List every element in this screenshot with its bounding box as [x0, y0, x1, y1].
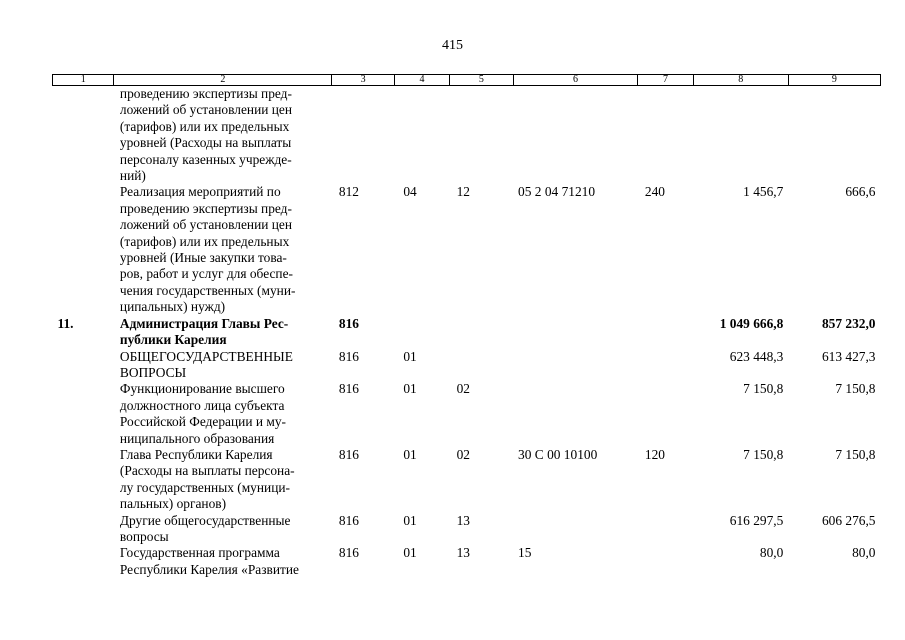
row-number [53, 86, 114, 185]
table-row [53, 545, 881, 578]
section-code: 01 [403, 381, 417, 397]
subsection-code [450, 86, 513, 185]
row-number [53, 381, 114, 447]
header-cell-7: 7 [638, 75, 693, 86]
table-row [53, 381, 881, 447]
section-code: 01 [403, 348, 417, 364]
row-number [53, 184, 114, 315]
table-body [53, 86, 881, 579]
page-number: 415 [442, 38, 463, 53]
amount-col8: 7 150,8 [743, 446, 784, 462]
budget-table [52, 74, 881, 578]
header-cell-8: 8 [693, 75, 788, 86]
expense-type [638, 316, 693, 349]
row-name: Реализация мероприятий по проведению экспертизы пред- ложений об установлении цен (тарифов) или их предельных уровней (Иные закупки това- ров, работ и услуг для обеспе- чения государственных (муни- ципальных) нужд) [119, 184, 296, 315]
target-article: 15 [518, 545, 532, 561]
amount-col9: 7 150,8 [835, 381, 876, 397]
row-name: Администрация Главы Рес- публики Карелия [119, 315, 289, 348]
header-cell-6: 6 [513, 75, 638, 86]
subsection-code: 13 [456, 512, 470, 528]
header-cell-3: 3 [332, 75, 394, 86]
subsection-code [450, 349, 513, 382]
target-article [513, 513, 638, 546]
row-name: ОБЩЕГОСУДАРСТВЕННЫЕ ВОПРОСЫ [119, 348, 293, 380]
table-row [53, 316, 881, 349]
ministry-code: 816 [338, 545, 359, 561]
ministry-code: 816 [338, 512, 359, 528]
section-code: 01 [403, 446, 417, 462]
ministry-code [332, 86, 394, 185]
ministry-code: 812 [338, 184, 359, 200]
table-row [53, 349, 881, 382]
amount-col8 [693, 86, 788, 185]
table-header [53, 75, 881, 86]
amount-col8: 7 150,8 [743, 381, 784, 397]
amount-col9: 606 276,5 [821, 512, 876, 528]
amount-col9: 613 427,3 [821, 348, 876, 364]
expense-type [638, 381, 693, 447]
header-row [53, 75, 881, 86]
section-code: 01 [403, 545, 417, 561]
amount-col8: 80,0 [759, 545, 784, 561]
amount-col8: 616 297,5 [729, 512, 784, 528]
row-number [53, 349, 114, 382]
table-row [53, 513, 881, 546]
target-article [513, 316, 638, 349]
row-name: Функционирование высшего должностного лица субъекта Российской Федерации и му- ниципального образования [119, 381, 286, 446]
target-article: 30 С 00 10100 [518, 446, 598, 462]
expense-type: 240 [644, 184, 665, 200]
ministry-code: 816 [338, 315, 359, 331]
amount-col9: 857 232,0 [821, 315, 876, 331]
target-article [513, 381, 638, 447]
row-name: проведению экспертизы пред- ложений об установлении цен (тарифов) или их предельных уровней (Расходы на выплаты персоналу казенных учрежде- ний) [119, 86, 293, 184]
row-number [53, 513, 114, 546]
header-cell-9: 9 [788, 75, 880, 86]
table-row [53, 184, 881, 315]
section-code [394, 316, 449, 349]
expense-type [638, 349, 693, 382]
subsection-code: 02 [456, 446, 470, 462]
expense-type [638, 513, 693, 546]
expense-type [638, 545, 693, 578]
target-article [513, 349, 638, 382]
section-code [394, 86, 449, 185]
header-cell-1: 1 [53, 75, 114, 86]
table-row [53, 447, 881, 513]
ministry-code: 816 [338, 348, 359, 364]
subsection-code: 12 [456, 184, 470, 200]
header-cell-4: 4 [394, 75, 449, 86]
header-cell-2: 2 [114, 75, 332, 86]
header-cell-5: 5 [450, 75, 513, 86]
row-name: Глава Республики Карелия (Расходы на выплаты персона- лу государственных (муници- пальных) органов) [119, 446, 295, 512]
amount-col9: 80,0 [852, 545, 876, 561]
ministry-code: 816 [338, 381, 359, 397]
amount-col8: 1 456,7 [743, 184, 784, 200]
amount-col9 [788, 86, 880, 185]
row-number [53, 447, 114, 513]
amount-col8: 1 049 666,8 [719, 315, 784, 331]
subsection-code: 02 [456, 381, 470, 397]
amount-col9: 7 150,8 [835, 446, 876, 462]
ministry-code: 816 [338, 446, 359, 462]
row-name: Государственная программа Республики Карелия «Развитие [119, 545, 299, 577]
row-number: 11. [57, 315, 74, 331]
section-code: 04 [403, 184, 417, 200]
subsection-code [450, 316, 513, 349]
subsection-code: 13 [456, 545, 470, 561]
row-number [53, 545, 114, 578]
target-article: 05 2 04 71210 [518, 184, 596, 200]
amount-col9: 666,6 [845, 184, 876, 200]
expense-type: 120 [644, 446, 665, 462]
expense-type [638, 86, 693, 185]
section-code: 01 [403, 512, 417, 528]
table-row [53, 86, 881, 185]
target-article [513, 86, 638, 185]
amount-col8: 623 448,3 [729, 348, 784, 364]
row-name: Другие общегосударственные вопросы [119, 512, 291, 544]
